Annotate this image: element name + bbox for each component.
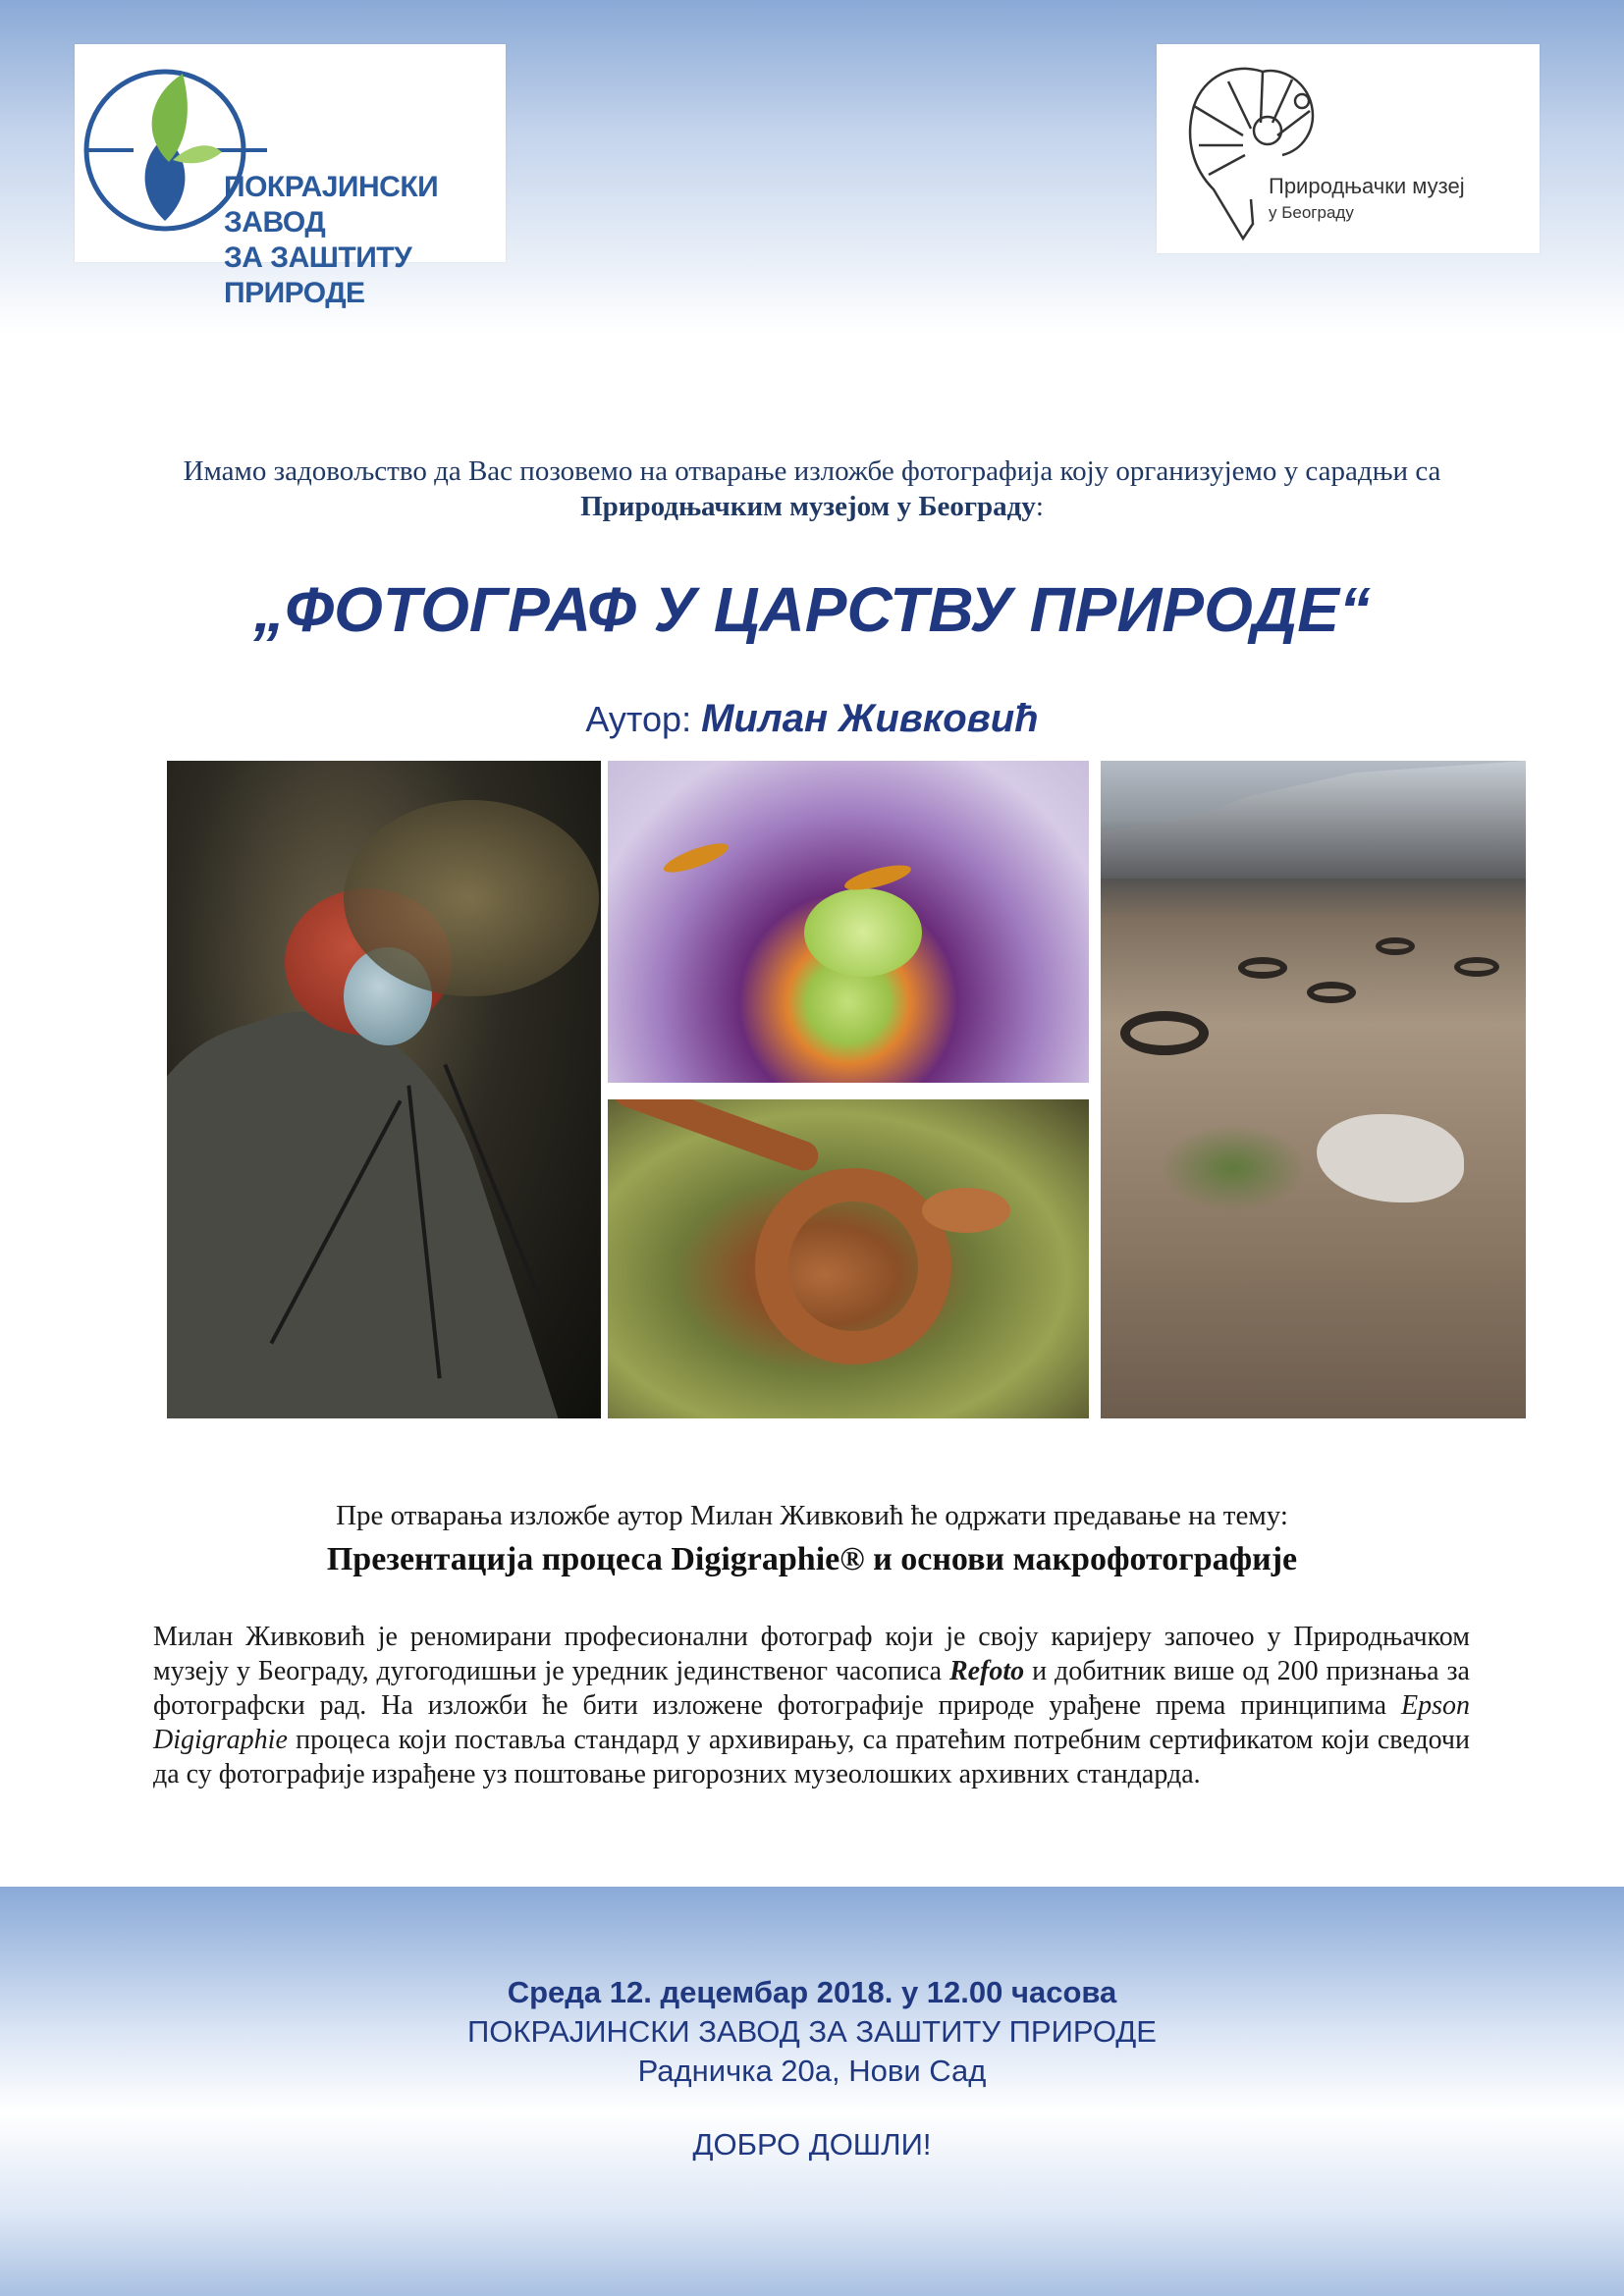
logo-left-text: [224, 170, 506, 311]
logo-right-line1: Природњачки музеј: [1269, 174, 1465, 198]
invitation-intro: [118, 454, 1506, 524]
lecture-intro: Пре отварања изложбе аутор Милан Живковић ће одржати предавање на тему:: [336, 1500, 1288, 1531]
bio-magazine-name: Refoto: [948, 1656, 1025, 1686]
event-details: [0, 1973, 1624, 2164]
event-venue: ПОКРАЈИНСКИ ЗАВОД ЗА ЗАШТИТУ ПРИРОДЕ: [467, 2014, 1157, 2049]
photo-dragonfly: [167, 761, 601, 1418]
photo-snake: [608, 1099, 1089, 1418]
intro-museum-name: Природњачким музејом у Београду: [580, 491, 1036, 522]
bio-text-1: Милан Живковић је реномирани професионални фотограф који је своју каријеру започео у Природњачком музеју у Београду, дугогодишњи је уредник јединственог часописа: [153, 1622, 1470, 1686]
logo-left-line2: ЗА ЗАШТИТУ ПРИРОДЕ: [224, 241, 412, 309]
bio-text-3: процеса који поставља стандард у архивирању, са пратећим потребним сертификатом који сведочи да су фотографије израђене уз поштовање ригорозних музеолошких архивних стандарда.: [153, 1725, 1470, 1789]
logo-right-text: [1269, 174, 1465, 223]
logo-right-line2: у Београду: [1269, 203, 1354, 222]
logo-pokrajinski-zavod: [75, 44, 506, 309]
welcome-message: ДОБРО ДОШЛИ!: [692, 2127, 932, 2162]
intro-colon: :: [1035, 491, 1044, 522]
event-address: Радничка 20а, Нови Сад: [637, 2054, 987, 2088]
author-label: Аутор:: [585, 699, 702, 739]
intro-text: Имамо задовољство да Вас позовемо на отварање изложбе фотографија коју организујемо у сарадњи са: [183, 455, 1441, 487]
bio-process-name: Epson Digigraphie: [153, 1690, 1470, 1755]
logo-natural-history-museum: [1157, 44, 1540, 253]
photo-poppy-flower: [608, 761, 1089, 1083]
exhibition-title: „ФОТОГРАФ У ЦАРСТВУ ПРИРОДЕ“: [253, 574, 1371, 645]
logo-left-line1: ПОКРАЈИНСКИ ЗАВОД: [224, 171, 439, 239]
lecture-title: Презентација процеса Digigraphie® и основи макрофотографије: [326, 1541, 1298, 1577]
photo-cracked-earth: [1101, 761, 1526, 1418]
bio-text-2: и добитник више од 200 признања за фотографски рад. На изложби ће бити изложене фотографије природе урађене према принципима: [153, 1656, 1470, 1721]
event-date: Среда 12. децембар 2018. у 12.00 часова: [507, 1975, 1117, 2009]
author-line: [0, 697, 1624, 741]
author-bio: [153, 1620, 1470, 1791]
author-name: Милан Живковић: [701, 697, 1039, 740]
